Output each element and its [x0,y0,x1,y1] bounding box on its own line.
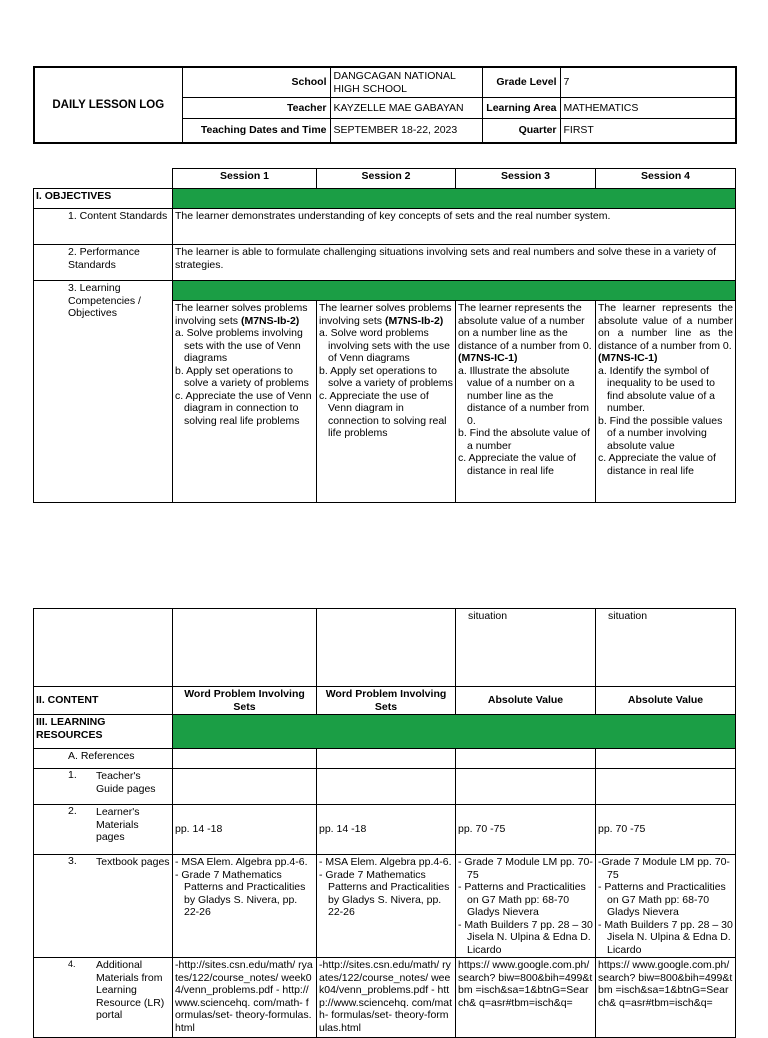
list-item: - Math Builders 7 pp. 28 – 30 Jisela N. Ulpina & Edna D. Licardo [458,918,593,956]
lesson-table-part-1 [33,168,736,503]
additional-materials-session-3: https:// www.google.com.ph/ search? biw=800&bih=499&tbm =isch&sa=1&btnG=Search& q=asr#tbm=isch&q= [456,958,596,1038]
header-table [33,66,737,144]
list-item: - Grade 7 Module LM pp. 70-75 [458,856,593,881]
dates-value: SEPTEMBER 18-22, 2023 [330,119,482,143]
references-label: A. References [34,749,173,769]
list-item: - Patterns and Practicalities on G7 Math pp: 68-70 Gladys Nievera [598,881,726,918]
competencies-label: 3. Learning Competencies / Objectives [34,281,173,503]
content-session-2: Word Problem Involving Sets [317,687,456,715]
session-4-objectives: The learner represents the absolute value of a number on a number line as the distance of a number from 0. (M7NS-IC-1) a. Identify the symbol of inequality to be used to find absolute value of a number. b. Find the possible values of a number involving absolute value c. Appreciate the value of distance in real life [596,301,736,503]
performance-standards-text: The learner is able to formulate challenging situations involving sets and real numbers and solve these in a variety of strategies. [173,245,736,281]
lesson-table-part-2 [33,608,736,1038]
school-value: DANGCAGAN NATIONAL HIGH SCHOOL [330,67,482,98]
list-item: c. Appreciate the use of Venn diagram in connection to solving real life problems [319,389,447,439]
textbook-session-2 [317,855,456,958]
doc-title: DAILY LESSON LOG [34,67,182,143]
textbook-session-4 [596,855,736,958]
lm-session-1: pp. 14 -18 [173,805,317,855]
continued-blank-label [34,609,173,687]
resources-heading: III. LEARNING RESOURCES [34,715,173,749]
list-item: - Grade 7 Mathematics Patterns and Practicalities by Gladys S. Nivera, pp. 22-26 [319,868,450,918]
additional-materials-label: 4. Additional Materials from Learning Resource (LR) portal [34,958,173,1038]
teacher-value: KAYZELLE MAE GABAYAN [330,98,482,119]
session-3-objective-list [458,365,593,478]
content-standards-text: The learner demonstrates understanding of key concepts of sets and the real number system. [173,209,736,245]
list-item: a. Illustrate the absolute value of a number on a number line as the distance of a number from 0. [458,364,589,427]
textbook-session-1 [173,855,317,958]
content-session-1: Word Problem Involving Sets [173,687,317,715]
session-2-objective-list [319,327,453,440]
additional-materials-session-4: https:// www.google.com.ph/ search? biw=800&bih=499&tbm =isch&sa=1&btnG=Search& q=asr#tbm=isch&q= [596,958,736,1038]
list-item: - Math Builders 7 pp. 28 – 30 Jisela N. Ulpina & Edna D. Licardo [598,918,733,956]
list-item: c. Appreciate the use of Venn diagram in connection to solving real life problems [175,389,312,427]
blank-corner [34,169,173,189]
session-3-header: Session 3 [456,169,596,189]
list-item: b. Apply set operations to solve a variety of problems [319,364,453,389]
additional-materials-session-2: -http://sites.csn.edu/math/ ryates/122/course_notes/ week04/venn_problems.pdf - http://www.sciencehq. com/math- formulas/set- theory-formulas.html [317,958,456,1038]
textbook-session-3 [456,855,596,958]
session-1-objectives: The learner solves problems involving sets (M7NS-Ib-2) a. Solve problems involving sets with the use of Venn diagrams b. Apply set operations to solve a variety of problems c. Appreciate the use of Venn diagram in connection to solving real life problems [173,301,317,503]
session-4-header: Session 4 [596,169,736,189]
lm-session-3: pp. 70 -75 [456,805,596,855]
content-heading: II. CONTENT [34,687,173,715]
content-session-3: Absolute Value [456,687,596,715]
session-3-objectives-cont: situation [456,609,596,687]
lm-session-2: pp. 14 -18 [317,805,456,855]
list-item: - Grade 7 Mathematics Patterns and Practicalities by Gladys S. Nivera, pp. 22-26 [175,868,306,918]
session-4-objectives-cont: situation [596,609,736,687]
list-item: c. Appreciate the value of distance in real life [598,452,716,477]
list-item: a. Solve word problems involving sets with the use of Venn diagrams [319,327,450,364]
objectives-green-bar [173,189,736,209]
list-item: - MSA Elem. Algebra pp.4-6. [319,856,452,868]
competencies-green-bar [173,281,736,301]
resources-green-bar [173,715,736,749]
session-2-header: Session 2 [317,169,456,189]
learners-materials-label: 2. Learner's Materials pages [34,805,173,855]
session-4-objective-list [598,365,733,478]
area-value: MATHEMATICS [560,98,736,119]
session-1-header: Session 1 [173,169,317,189]
area-label: Learning Area [482,98,560,119]
teachers-guide-label: 1. Teacher's Guide pages [34,769,173,805]
grade-label: Grade Level [482,67,560,98]
session-1-objective-list [175,327,314,427]
list-item: - MSA Elem. Algebra pp.4-6. [175,856,308,868]
list-item: -Grade 7 Module LM pp. 70-75 [598,856,730,881]
teacher-label: Teacher [182,98,330,119]
list-item: a. Solve problems involving sets with the use of Venn diagrams [175,327,303,364]
list-item: b. Find the absolute value of a number [458,427,590,452]
content-standards-label: 1. Content Standards [34,209,173,245]
quarter-label: Quarter [482,119,560,143]
school-label: School [182,67,330,98]
lm-session-4: pp. 70 -75 [596,805,736,855]
grade-value: 7 [560,67,736,98]
dates-label: Teaching Dates and Time [182,119,330,143]
quarter-value: FIRST [560,119,736,143]
additional-materials-session-1: -http://sites.csn.edu/math/ ryates/122/course_notes/ week04/venn_problems.pdf - http://www.sciencehq. com/math- formulas/set- theory-formulas.html [173,958,317,1038]
list-item: - Patterns and Practicalities on G7 Math pp: 68-70 Gladys Nievera [458,881,586,918]
list-item: c. Appreciate the value of distance in real life [458,452,576,477]
list-item: b. Apply set operations to solve a variety of problems [175,364,309,389]
content-session-4: Absolute Value [596,687,736,715]
objectives-heading: I. OBJECTIVES [34,189,173,209]
list-item: b. Find the possible values of a number involving absolute value [598,414,723,452]
session-2-objectives: The learner solves problems involving sets (M7NS-Ib-2) a. Solve word problems involving sets with the use of Venn diagrams b. Apply set operations to solve a variety of problems c. Appreciate the use of Venn diagram in connection to solving real life problems [317,301,456,503]
textbook-label: 3. Textbook pages [34,855,173,958]
performance-standards-label: 2. Performance Standards [34,245,173,281]
continued-blank-s2 [317,609,456,687]
continued-blank-s1 [173,609,317,687]
session-3-objectives: The learner represents the absolute value of a number on a number line as the distance of a number from 0. (M7NS-IC-1) a. Illustrate the absolute value of a number on a number line as the distance of a number from 0. b. Find the absolute value of a number c. Appreciate the value of distance in real life [456,301,596,503]
list-item: a. Identify the symbol of inequality to be used to find absolute value of a number. [598,364,715,414]
